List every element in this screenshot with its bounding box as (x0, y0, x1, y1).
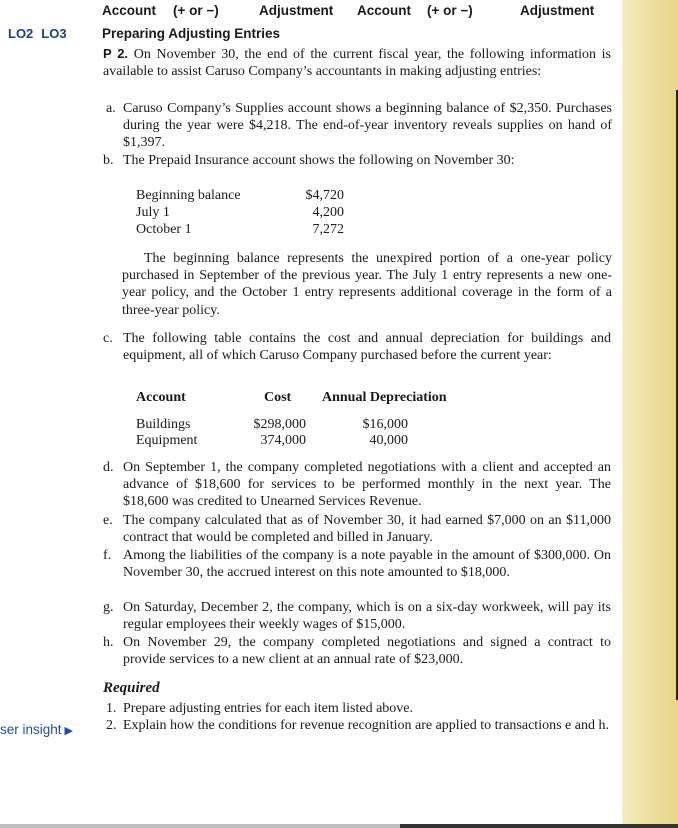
table-row-label: October 1 (136, 222, 192, 237)
header-plus-minus-2: (+ or −) (427, 3, 473, 18)
table-row-label: Beginning balance (136, 188, 241, 203)
header-adjustment-2: Adjustment (520, 3, 595, 18)
item-text: The company calculated that as of November 30, it had earned $7,000 on an $11,000 contract that would be completed and billed in January. (123, 513, 611, 546)
required-item-text: Explain how the conditions for revenue recognition are applied to transactions e and h. (123, 718, 609, 733)
triangle-right-icon: ▶ (64, 725, 73, 737)
required-item-2 (106, 717, 611, 734)
item-text: On September 1, the company completed negotiations with a client and accepted an advance of $18,600 for services to be performed monthly in the next year. The $18,600 was credited to Unearned Services Revenue. (123, 460, 611, 510)
required-item-number: 1. (106, 701, 117, 716)
user-insight-text: ser insight (0, 722, 62, 737)
required-item-1 (106, 700, 611, 717)
table-cell-annual: 40,000 (369, 433, 408, 448)
problem-number: P 2. (103, 46, 129, 61)
item-label: a. (106, 101, 116, 116)
table-cell-annual: $16,000 (362, 417, 408, 432)
table-cell-account: Equipment (136, 433, 198, 448)
required-heading: Required (103, 680, 160, 696)
item-text: The following table contains the cost and annual depreciation for buildings and equipment, all of which Caruso Company purchased before the current year: (123, 331, 611, 364)
table-row-amount: 4,200 (312, 205, 344, 220)
item-label: b. (103, 153, 114, 168)
table-cell-account: Buildings (136, 417, 191, 432)
table-row-amount: 7,272 (312, 222, 344, 237)
list-item-d (103, 459, 611, 511)
header-account-1: Account (102, 3, 156, 18)
list-item-h (103, 634, 611, 668)
insurance-note: The beginning balance represents the unexpired portion of a one-year policy purchased in September of the previous year. The July 1 entry represents a new one-year policy, and the October 1 entry represents additional coverage in the form of a three-year policy. (122, 251, 612, 318)
table-cell-cost: $298,000 (253, 417, 306, 432)
problem-intro-text: On November 30, the end of the current fiscal year, the following information is available to assist Caruso Company’s accountants in making adjusting entries: (103, 47, 611, 80)
bottom-rule-dark (400, 824, 678, 828)
item-text: Caruso Company’s Supplies account shows a beginning balance of $2,350. Purchases during the year were $4,218. The end-of-year inventory reveals supplies on hand of $1,397. (123, 101, 612, 151)
list-item-e (103, 512, 611, 546)
required-item-text: Prepare adjusting entries for each item listed above. (123, 701, 414, 716)
item-text: On Saturday, December 2, the company, which is on a six-day workweek, will pay its regular employees their weekly wages of $15,000. (123, 600, 611, 633)
prepaid-insurance-table (136, 188, 376, 240)
list-item-g (103, 599, 611, 633)
decorative-side-strip (622, 0, 678, 828)
header-adjustment-1: Adjustment (259, 3, 334, 18)
table-header-cost: Cost (264, 390, 292, 405)
header-plus-minus-1: (+ or −) (173, 3, 219, 18)
item-text: On November 29, the company completed negotiations and signed a contract to provide services to a new client at an annual rate of $23,000. (123, 635, 611, 668)
learning-objective-tags (8, 26, 75, 41)
list-item-b (103, 152, 609, 169)
list-item-a (106, 100, 612, 152)
item-label: h. (103, 635, 114, 650)
journal-header-row (0, 0, 622, 22)
required-item-number: 2. (106, 718, 117, 733)
list-item-f (103, 547, 611, 581)
item-label: d. (103, 460, 114, 475)
item-label: c. (103, 331, 113, 346)
item-text: The Prepaid Insurance account shows the following on November 30: (123, 153, 515, 168)
table-header-annual-depreciation: Annual Depreciation (322, 390, 447, 405)
table-cell-cost: 374,000 (260, 433, 306, 448)
lo-tag: LO3 (41, 26, 67, 41)
table-row-amount: $4,720 (305, 188, 344, 203)
problem-title: Preparing Adjusting Entries (102, 26, 281, 41)
item-text: Among the liabilities of the company is a note payable in the amount of $300,000. On November 30, the accrued interest on this note amounted to $18,000. (123, 548, 611, 581)
user-insight-label (0, 722, 73, 737)
header-account-2: Account (357, 3, 411, 18)
item-label: f. (103, 548, 112, 563)
bottom-rule-light (0, 824, 400, 828)
item-label: g. (103, 600, 114, 615)
list-item-c (103, 330, 611, 364)
table-row-label: July 1 (136, 205, 170, 220)
item-label: e. (103, 513, 113, 528)
depreciation-table (136, 390, 476, 450)
table-header-account: Account (136, 390, 186, 405)
problem-intro (103, 45, 611, 80)
lo-tag: LO2 (8, 26, 34, 41)
